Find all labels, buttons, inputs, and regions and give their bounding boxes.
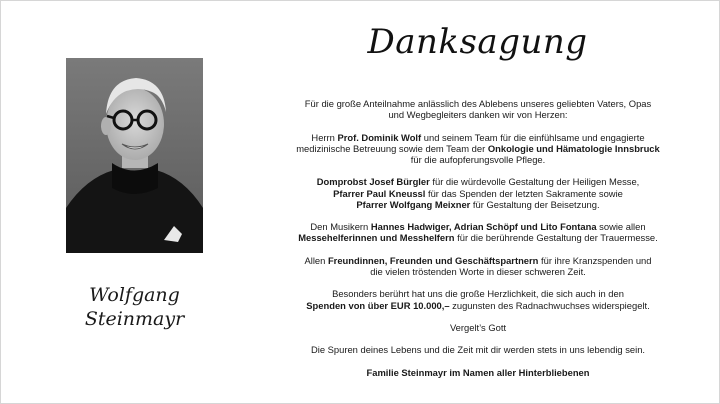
emphasized-text: Spenden von über EUR 10.000,– [306,299,450,311]
emphasized-text: Onkologie und Hämatologie Innsbruck [487,142,660,154]
paragraph [258,221,698,243]
paragraph-text: für die berührende Gestaltung der Trauermesse. [454,232,658,244]
deceased-last-name: Steinmayr [84,308,185,330]
portrait-photo [66,58,203,253]
paragraph [258,367,698,378]
paragraph-text: zugunsten des Radnachwuchses widerspiegelt. [449,299,650,311]
paragraph [258,288,698,310]
paragraph-text: Vergelt’s Gott [449,321,507,333]
emphasized-text: Familie Steinmayr im Namen aller Hinterbliebenen [366,366,590,378]
thank-you-text [258,98,698,378]
paragraph-text: Herrn [311,131,338,143]
emphasized-text: Domprobst Josef Bürgler [316,176,430,188]
paragraph-text: Besonders berührt hat uns die große Herzlichkeit, die sich auch in den [332,288,624,300]
paragraph [258,322,698,333]
paragraph-text: für die aufopferungsvolle Pflege. [410,154,546,165]
deceased-name [52,283,217,331]
paragraph-text: für die würdevolle Gestaltung der Heiligen Messe, [432,176,640,188]
emphasized-text: Prof. Dominik Wolf [337,131,422,143]
emphasized-text: Pfarrer Wolfgang Meixner [356,198,471,210]
paragraph-text: Allen [304,254,328,266]
portrait-illustration [66,58,203,253]
paragraph-text: sowie allen [599,221,646,233]
emphasized-text: Pfarrer Paul Kneussl [333,187,426,199]
paragraph [258,255,698,277]
paragraph-text: für Gestaltung der Beisetzung. [470,198,600,210]
emphasized-text: Freundinnen, Freunden und Geschäftspartnern [327,254,539,266]
paragraph-text: und seinem Team für die einfühlsame und engagierte medizinische Betreuung sowie dem Team der [296,131,645,154]
paragraph [258,132,698,166]
paragraph-text: Für die große Anteilnahme anlässlich des Ablebens unseres geliebten Vaters, Opas und Wegbegleiters danken wir von Herzen: [304,98,652,121]
deceased-first-name: Wolfgang [89,284,180,306]
paragraph [258,98,698,120]
emphasized-text: Messehelferinnen und Messhelfern [298,232,455,244]
paragraph-text: Die Spuren deines Lebens und die Zeit mit dir werden stets in uns lebendig sein. [310,344,646,356]
paragraph-text: Den Musikern [310,221,371,233]
paragraph [258,344,698,355]
paragraph [258,176,698,210]
paragraph-text: für das Spenden der letzten Sakramente sowie [427,187,623,199]
notice-heading: Danksagung [367,22,588,62]
emphasized-text: Hannes Hadwiger, Adrian Schöpf und Lito Fontana [370,221,597,233]
paragraph-text: für ihre Kranzspenden und die vielen tröstenden Worte in dieser schweren Zeit. [370,254,652,277]
